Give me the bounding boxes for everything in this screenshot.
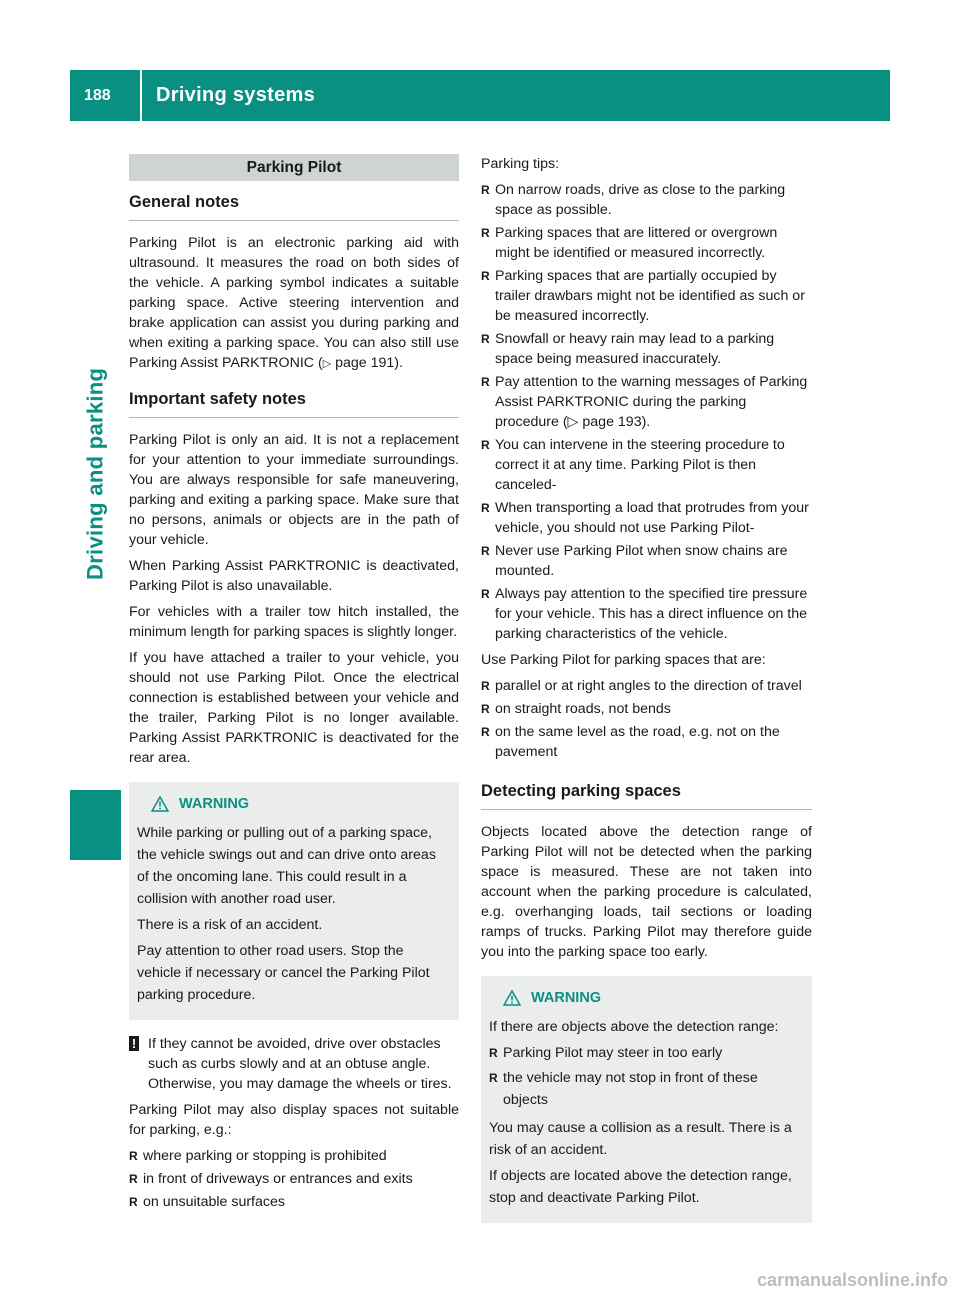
tips-list — [481, 180, 812, 644]
list-item: R Snowfall or heavy rain may lead to a parking space being measured inaccurately. — [481, 329, 812, 369]
warning-triangle-icon — [503, 990, 521, 1006]
use-intro: Use Parking Pilot for parking spaces that are: — [481, 652, 766, 668]
list-item: R on straight roads, not bends — [481, 699, 812, 719]
unsuitable-intro: Parking Pilot may also display spaces not suitable for parking, e.g.: — [129, 1102, 459, 1138]
page-ref-link[interactable]: page 191). — [335, 355, 403, 371]
general-notes-heading: General notes — [129, 191, 459, 221]
chapter-title: Driving systems — [156, 84, 316, 106]
list-item: R in front of driveways or entrances and exits — [129, 1169, 459, 1189]
warning-box — [481, 976, 812, 1223]
safety-paragraph: When Parking Assist PARKTRONIC is deactivated, Parking Pilot is also unavailable. — [129, 558, 459, 594]
exclamation-icon: ! — [129, 1036, 139, 1051]
warning-paragraph: While parking or pulling out of a parking space, the vehicle swings out and can drive onto areas of the oncoming lane. This could result in a collision with another road user. — [137, 825, 436, 907]
list-item: R parallel or at right angles to the direction of travel — [481, 676, 812, 696]
watermark: carmanualsonline.info — [756, 1270, 948, 1290]
detecting-heading: Detecting parking spaces — [481, 780, 812, 810]
side-tab-block — [70, 790, 121, 860]
list-item: R Parking spaces that are partially occupied by trailer drawbars might not be identified as such or be measured incorrectly. — [481, 266, 812, 326]
list-item: R When transporting a load that protrudes from your vehicle, you should not use Parking Pilot- — [481, 498, 812, 538]
warning-paragraph: If objects are located above the detection range, stop and deactivate Parking Pilot. — [489, 1168, 792, 1206]
safety-paragraph: If you have attached a trailer to your vehicle, you should not use Parking Pilot. Once the electrical connection is established between your vehicle and the trailer, Parking Pilot is no longer available. Parking Assist PARKTRONIC is deactivated for the rear area. — [129, 650, 459, 766]
warning-triangle-icon — [151, 796, 169, 812]
list-item: R on the same level as the road, e.g. not on the pavement — [481, 722, 812, 762]
safety-notes-section — [129, 388, 459, 418]
use-list — [481, 676, 812, 762]
page-ref-icon: ▷ — [322, 358, 332, 370]
warning-label: WARNING — [531, 990, 602, 1006]
warning-paragraph: Pay attention to other road users. Stop the vehicle if necessary or cancel the Parking Pilot parking procedure. — [137, 943, 430, 1003]
unsuitable-list — [129, 1146, 459, 1212]
page-header — [70, 70, 890, 121]
list-item: R Always pay attention to the specified tire pressure for your vehicle. This has a direct influence on the parking characteristics of the vehicle. — [481, 584, 812, 644]
list-item: R On narrow roads, drive as close to the parking space as possible. — [481, 180, 812, 220]
warning-label: WARNING — [179, 796, 250, 812]
general-notes-text: Parking Pilot is an electronic parking aid with ultrasound. It measures the road on both sides of the vehicle. A parking symbol indicates a suitable parking space. Active steering intervention and brake application can assist you during parking and when exiting a parking space. You can also still use Parking Assist PARKTRONIC — [129, 235, 459, 371]
left-column — [129, 154, 459, 1218]
safety-paragraph: For vehicles with a trailer tow hitch installed, the minimum length for parking spaces is slightly longer. — [129, 604, 459, 640]
list-item: R Parking spaces that are littered or overgrown might be identified or measured incorrectly. — [481, 223, 812, 263]
side-tab-label: Driving and parking — [82, 367, 108, 580]
detecting-body: Objects located above the detection range of Parking Pilot will not be detected when the parking space is measured. These are not taken into account when the parking procedure is calculated, e.g. overhanging loads, tail sections or loading ramps of trucks. Parking Pilot may therefore guide you into the parking space too early. — [481, 824, 812, 960]
list-item: R Never use Parking Pilot when snow chains are mounted. — [481, 541, 812, 581]
warning-list — [489, 1042, 804, 1111]
list-item: R Parking Pilot may steer in too early — [489, 1042, 804, 1064]
list-item: R Pay attention to the warning messages of Parking Assist PARKTRONIC during the parking procedure (▷ page 193). — [481, 372, 812, 432]
list-item: R where parking or stopping is prohibited — [129, 1146, 459, 1166]
list-item: R You can intervene in the steering procedure to correct it at any time. Parking Pilot is then canceled- — [481, 435, 812, 495]
warning-paragraph: There is a risk of an accident. — [137, 917, 323, 933]
section-banner: Parking Pilot — [129, 154, 459, 181]
notice-text: If they cannot be avoided, drive over obstacles such as curbs slowly and at an obtuse angle. Otherwise, you may damage the wheels or tires. — [148, 1036, 452, 1092]
general-notes-section — [129, 191, 459, 221]
safety-notes-heading: Important safety notes — [129, 388, 459, 418]
page-number: 188 — [84, 86, 111, 104]
notice — [129, 1034, 459, 1094]
tips-intro: Parking tips: — [481, 156, 560, 172]
warning-intro: If there are objects above the detection range: — [489, 1019, 779, 1035]
list-item: R the vehicle may not stop in front of these objects — [489, 1067, 804, 1111]
warning-title — [137, 794, 451, 814]
general-notes-body: Parking Pilot is an electronic parking aid with ultrasound. It measures the road on both sides of the vehicle. A parking symbol indicates a suitable parking space. Active steering intervention and brake application can assist you during parking and when exiting a parking space. You can also still use Parking Assist PARKTRONIC (▷ page 191). — [129, 235, 459, 371]
warning-box — [129, 782, 459, 1020]
list-item: R on unsuitable surfaces — [129, 1192, 459, 1212]
safety-paragraph: Parking Pilot is only an aid. It is not a replacement for your attention to your immediate surroundings. You are always responsible for safe maneuvering, parking and exiting a parking space. Make sure that no persons, animals or objects are in the path of your vehicle. — [129, 432, 459, 548]
warning-title — [489, 988, 804, 1008]
detecting-section — [481, 780, 812, 810]
warning-paragraph: You may cause a collision as a result. There is a risk of an accident. — [489, 1120, 792, 1158]
side-tab — [70, 160, 121, 860]
right-column — [481, 154, 812, 1237]
